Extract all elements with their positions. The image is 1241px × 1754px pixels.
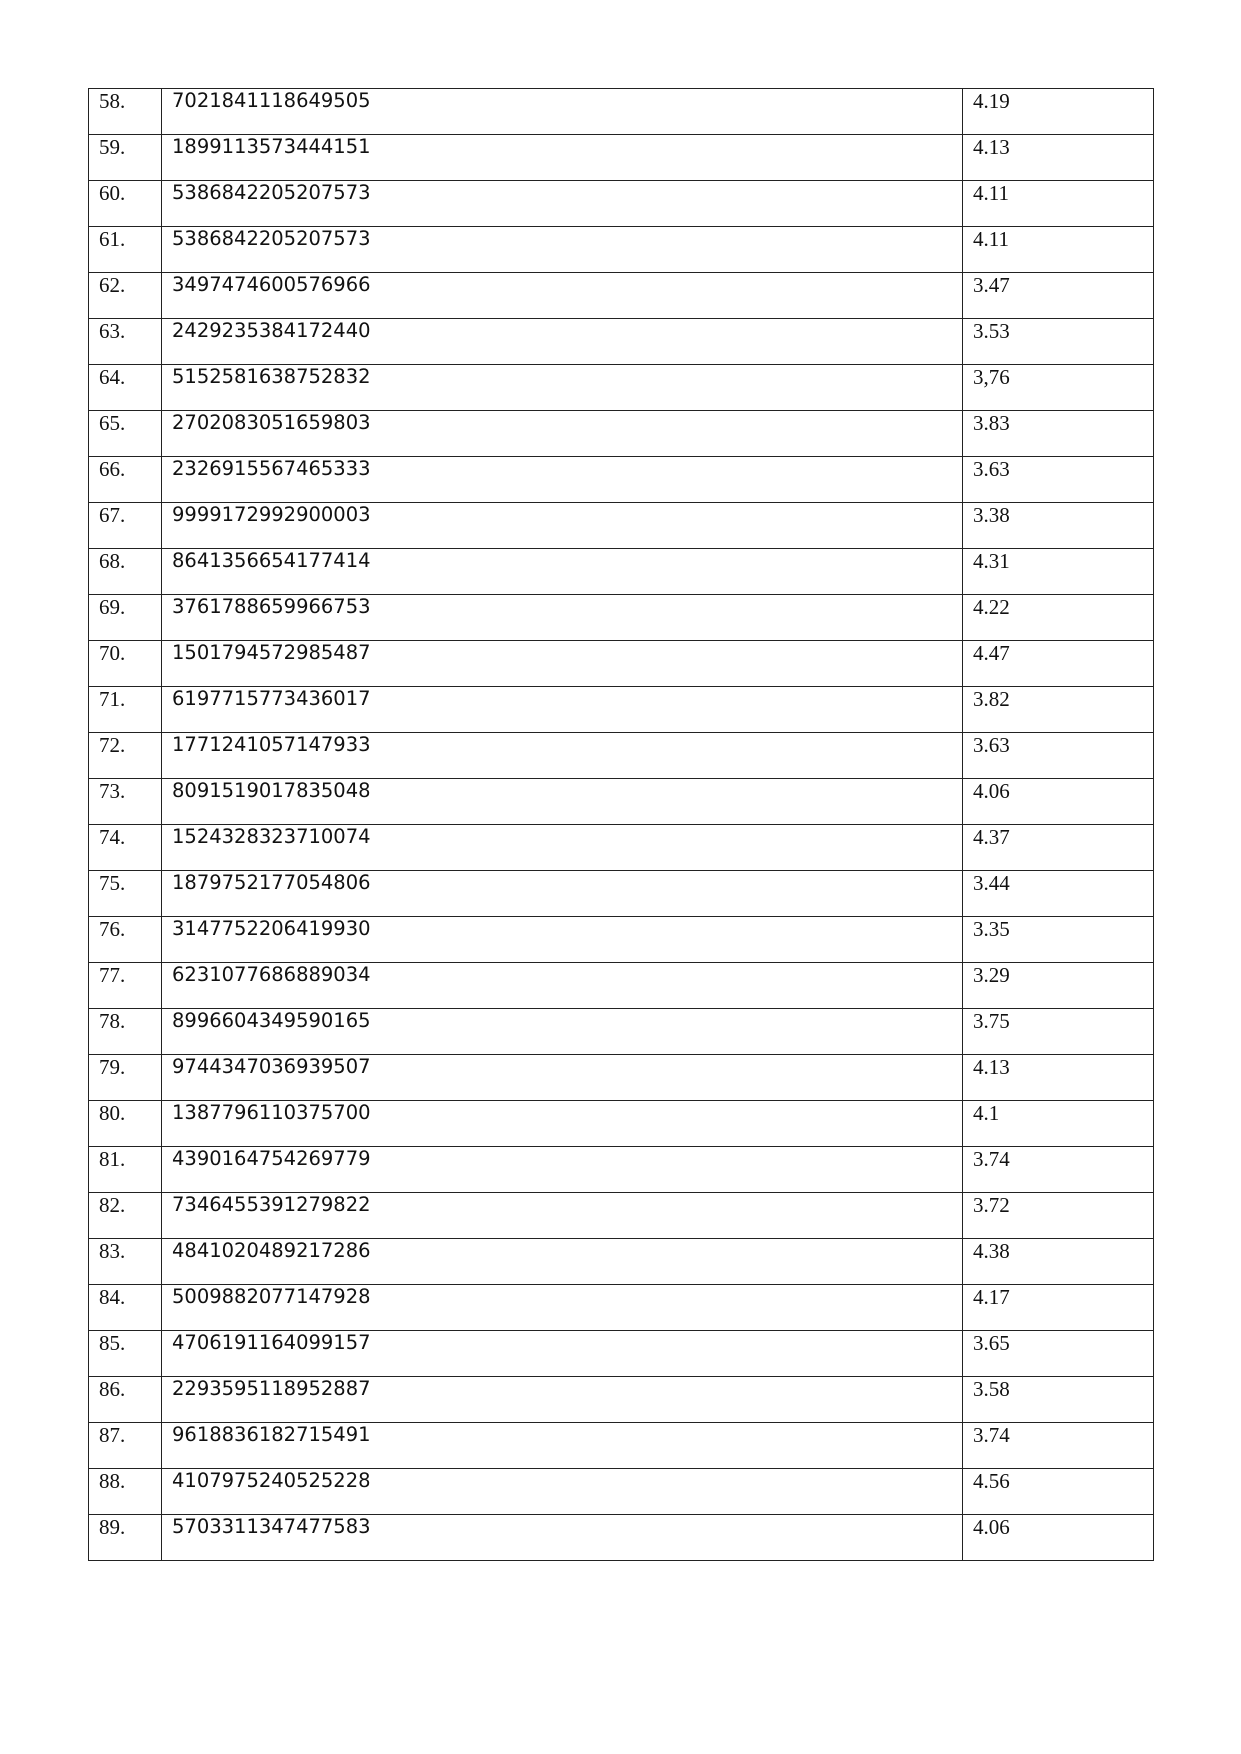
row-id-cell: 3497474600576966 <box>162 273 963 319</box>
row-value-cell: 4.13 <box>963 135 1154 181</box>
data-table <box>88 88 1154 1561</box>
row-id-cell: 3147752206419930 <box>162 917 963 963</box>
row-value-cell: 3.74 <box>963 1147 1154 1193</box>
row-number-cell: 58. <box>89 89 162 135</box>
table-row <box>89 963 1154 1009</box>
row-number-cell: 84. <box>89 1285 162 1331</box>
row-number-cell: 78. <box>89 1009 162 1055</box>
row-id-cell: 1387796110375700 <box>162 1101 963 1147</box>
row-value-cell: 4.38 <box>963 1239 1154 1285</box>
table-row <box>89 733 1154 779</box>
row-value-cell: 3.74 <box>963 1423 1154 1469</box>
row-id-cell: 1524328323710074 <box>162 825 963 871</box>
row-number-cell: 88. <box>89 1469 162 1515</box>
row-id-cell: 9999172992900003 <box>162 503 963 549</box>
row-number-cell: 85. <box>89 1331 162 1377</box>
row-id-cell: 2293595118952887 <box>162 1377 963 1423</box>
row-value-cell: 3.38 <box>963 503 1154 549</box>
row-number-cell: 77. <box>89 963 162 1009</box>
row-number-cell: 66. <box>89 457 162 503</box>
row-value-cell: 3.35 <box>963 917 1154 963</box>
row-id-cell: 7346455391279822 <box>162 1193 963 1239</box>
row-id-cell: 3761788659966753 <box>162 595 963 641</box>
table-row <box>89 1285 1154 1331</box>
row-value-cell: 4.47 <box>963 641 1154 687</box>
table-body <box>89 89 1154 1561</box>
row-id-cell: 5386842205207573 <box>162 181 963 227</box>
row-number-cell: 75. <box>89 871 162 917</box>
row-value-cell: 4.17 <box>963 1285 1154 1331</box>
row-value-cell: 3.82 <box>963 687 1154 733</box>
row-value-cell: 4.06 <box>963 779 1154 825</box>
row-value-cell: 4.37 <box>963 825 1154 871</box>
row-value-cell: 3.75 <box>963 1009 1154 1055</box>
row-value-cell: 4.56 <box>963 1469 1154 1515</box>
table-row <box>89 871 1154 917</box>
table-row <box>89 365 1154 411</box>
row-number-cell: 63. <box>89 319 162 365</box>
row-id-cell: 6231077686889034 <box>162 963 963 1009</box>
row-value-cell: 3.47 <box>963 273 1154 319</box>
row-value-cell: 4.11 <box>963 227 1154 273</box>
row-number-cell: 73. <box>89 779 162 825</box>
row-number-cell: 62. <box>89 273 162 319</box>
row-id-cell: 2326915567465333 <box>162 457 963 503</box>
row-value-cell: 3.58 <box>963 1377 1154 1423</box>
table-row <box>89 411 1154 457</box>
row-number-cell: 81. <box>89 1147 162 1193</box>
row-value-cell: 3.44 <box>963 871 1154 917</box>
row-id-cell: 5009882077147928 <box>162 1285 963 1331</box>
row-number-cell: 83. <box>89 1239 162 1285</box>
row-number-cell: 59. <box>89 135 162 181</box>
table-row <box>89 917 1154 963</box>
row-number-cell: 76. <box>89 917 162 963</box>
table-row <box>89 779 1154 825</box>
row-number-cell: 69. <box>89 595 162 641</box>
row-number-cell: 74. <box>89 825 162 871</box>
row-id-cell: 4390164754269779 <box>162 1147 963 1193</box>
row-number-cell: 79. <box>89 1055 162 1101</box>
row-value-cell: 3,76 <box>963 365 1154 411</box>
row-id-cell: 7021841118649505 <box>162 89 963 135</box>
row-id-cell: 2702083051659803 <box>162 411 963 457</box>
table-row <box>89 595 1154 641</box>
table-row <box>89 273 1154 319</box>
table-row <box>89 1469 1154 1515</box>
row-id-cell: 4107975240525228 <box>162 1469 963 1515</box>
row-number-cell: 68. <box>89 549 162 595</box>
row-value-cell: 4.11 <box>963 181 1154 227</box>
row-value-cell: 3.29 <box>963 963 1154 1009</box>
row-id-cell: 8091519017835048 <box>162 779 963 825</box>
table-row <box>89 135 1154 181</box>
row-value-cell: 4.13 <box>963 1055 1154 1101</box>
row-value-cell: 3.65 <box>963 1331 1154 1377</box>
row-number-cell: 87. <box>89 1423 162 1469</box>
row-number-cell: 70. <box>89 641 162 687</box>
row-id-cell: 1899113573444151 <box>162 135 963 181</box>
table-row <box>89 1377 1154 1423</box>
table-row <box>89 457 1154 503</box>
row-id-cell: 6197715773436017 <box>162 687 963 733</box>
table-row <box>89 1147 1154 1193</box>
row-id-cell: 5386842205207573 <box>162 227 963 273</box>
row-id-cell: 4841020489217286 <box>162 1239 963 1285</box>
row-number-cell: 82. <box>89 1193 162 1239</box>
row-value-cell: 3.83 <box>963 411 1154 457</box>
row-id-cell: 5703311347477583 <box>162 1515 963 1561</box>
table-row <box>89 181 1154 227</box>
table-row <box>89 503 1154 549</box>
table-row <box>89 1423 1154 1469</box>
row-id-cell: 1501794572985487 <box>162 641 963 687</box>
row-number-cell: 67. <box>89 503 162 549</box>
table-row <box>89 1193 1154 1239</box>
row-value-cell: 4.19 <box>963 89 1154 135</box>
table-row <box>89 319 1154 365</box>
row-value-cell: 3.53 <box>963 319 1154 365</box>
row-number-cell: 86. <box>89 1377 162 1423</box>
row-number-cell: 65. <box>89 411 162 457</box>
table-row <box>89 1101 1154 1147</box>
row-value-cell: 3.63 <box>963 733 1154 779</box>
row-number-cell: 72. <box>89 733 162 779</box>
table-row <box>89 641 1154 687</box>
row-value-cell: 3.63 <box>963 457 1154 503</box>
table-row <box>89 549 1154 595</box>
row-id-cell: 1879752177054806 <box>162 871 963 917</box>
table-row <box>89 1239 1154 1285</box>
row-value-cell: 4.22 <box>963 595 1154 641</box>
table-row <box>89 687 1154 733</box>
row-value-cell: 4.06 <box>963 1515 1154 1561</box>
row-id-cell: 9744347036939507 <box>162 1055 963 1101</box>
row-id-cell: 2429235384172440 <box>162 319 963 365</box>
table-row <box>89 1331 1154 1377</box>
row-id-cell: 9618836182715491 <box>162 1423 963 1469</box>
table-row <box>89 1009 1154 1055</box>
row-id-cell: 8641356654177414 <box>162 549 963 595</box>
row-value-cell: 3.72 <box>963 1193 1154 1239</box>
row-id-cell: 8996604349590165 <box>162 1009 963 1055</box>
row-value-cell: 4.31 <box>963 549 1154 595</box>
row-id-cell: 4706191164099157 <box>162 1331 963 1377</box>
row-number-cell: 60. <box>89 181 162 227</box>
row-id-cell: 1771241057147933 <box>162 733 963 779</box>
table-row <box>89 89 1154 135</box>
table-row <box>89 1055 1154 1101</box>
row-number-cell: 64. <box>89 365 162 411</box>
row-value-cell: 4.1 <box>963 1101 1154 1147</box>
row-id-cell: 5152581638752832 <box>162 365 963 411</box>
table-row <box>89 1515 1154 1561</box>
table-row <box>89 825 1154 871</box>
row-number-cell: 80. <box>89 1101 162 1147</box>
row-number-cell: 89. <box>89 1515 162 1561</box>
row-number-cell: 71. <box>89 687 162 733</box>
table-row <box>89 227 1154 273</box>
row-number-cell: 61. <box>89 227 162 273</box>
